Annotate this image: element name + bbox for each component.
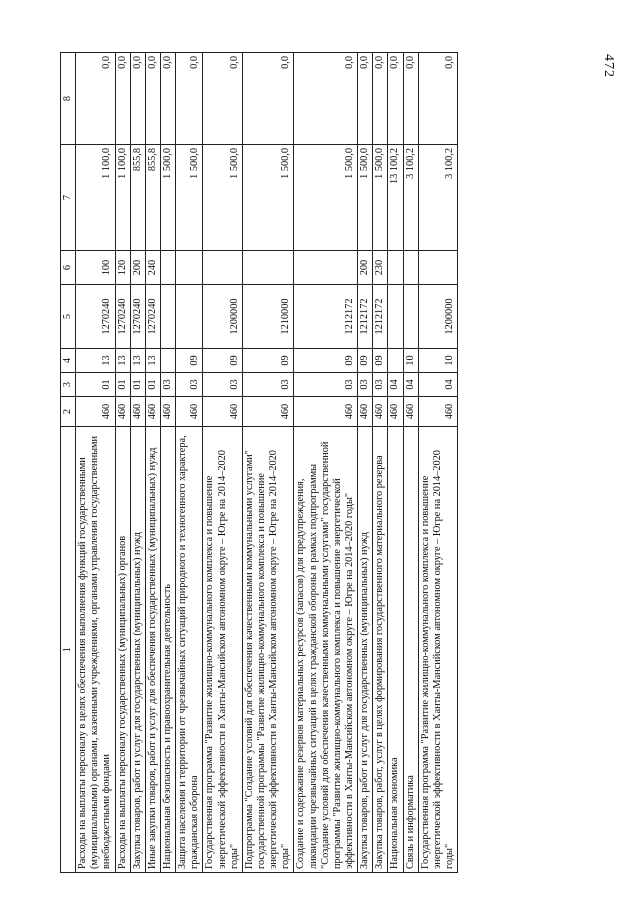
row-amount-2: 0,0 [373, 53, 388, 145]
row-section-code: 01 [130, 373, 145, 397]
row-target-article [403, 285, 418, 349]
row-target-article [160, 285, 175, 349]
row-amount-2: 0,0 [418, 53, 457, 145]
row-section-code: 03 [373, 373, 388, 397]
row-amount: 13 100,2 [388, 145, 403, 251]
row-ministry-code: 460 [176, 397, 203, 427]
row-name: Национальная безопасность и правоохранительная деятельность [160, 427, 175, 873]
table-row [418, 53, 457, 873]
row-subsection-code: 13 [130, 349, 145, 373]
table-row [358, 53, 373, 873]
row-ministry-code: 460 [373, 397, 388, 427]
header-col-5: 5 [61, 285, 76, 349]
rotated-table-container [60, 53, 588, 873]
row-amount: 1 500,0 [203, 145, 242, 251]
row-subsection-code: 09 [358, 349, 373, 373]
row-subsection-code: 09 [373, 349, 388, 373]
row-target-article: 1270240 [130, 285, 145, 349]
row-subsection-code: 09 [203, 349, 242, 373]
row-amount-2: 0,0 [403, 53, 418, 145]
row-section-code: 01 [145, 373, 160, 397]
row-amount-2: 0,0 [203, 53, 242, 145]
row-expense-type [388, 251, 403, 285]
row-expense-type [242, 251, 294, 285]
row-subsection-code: 13 [145, 349, 160, 373]
row-amount: 1 500,0 [358, 145, 373, 251]
row-name: Иные закупки товаров, работ и услуг для обеспечения государственных (муниципальных) нужд [145, 427, 160, 873]
table-row [145, 53, 160, 873]
row-expense-type [203, 251, 242, 285]
row-section-code: 03 [294, 373, 358, 397]
row-subsection-code: 10 [403, 349, 418, 373]
header-col-3: 3 [61, 373, 76, 397]
row-ministry-code: 460 [403, 397, 418, 427]
row-target-article: 1270240 [145, 285, 160, 349]
row-expense-type [418, 251, 457, 285]
row-amount-2: 0,0 [294, 53, 358, 145]
row-subsection-code: 10 [418, 349, 457, 373]
table-row [176, 53, 203, 873]
row-ministry-code: 460 [242, 397, 294, 427]
row-target-article [176, 285, 203, 349]
row-amount: 1 500,0 [160, 145, 175, 251]
row-amount: 1 500,0 [294, 145, 358, 251]
row-amount: 855,8 [145, 145, 160, 251]
table-row [242, 53, 294, 873]
row-target-article: 1200000 [203, 285, 242, 349]
row-amount: 1 500,0 [373, 145, 388, 251]
table-row [294, 53, 358, 873]
row-subsection-code: 09 [294, 349, 358, 373]
row-section-code: 01 [115, 373, 130, 397]
row-target-article: 1212172 [294, 285, 358, 349]
row-section-code: 01 [76, 373, 115, 397]
row-section-code: 04 [388, 373, 403, 397]
budget-table [60, 52, 458, 873]
row-name: Государственная программа "Развитие жилищно-коммунального комплекса и повышение энергетической эффективности в Ханты-Мансийском автономном округе – Югре на 2014–2020 годы" [203, 427, 242, 873]
row-ministry-code: 460 [418, 397, 457, 427]
row-target-article: 1212172 [373, 285, 388, 349]
row-section-code: 03 [242, 373, 294, 397]
row-name: Расходы на выплаты персоналу государственных (муниципальных) органов [115, 427, 130, 873]
row-subsection-code: 09 [242, 349, 294, 373]
table-row [403, 53, 418, 873]
row-amount-2: 0,0 [176, 53, 203, 145]
row-name: Государственная программа "Развитие жилищно-коммунального комплекса и повышение энергетической эффективности в Ханты-Мансийском автономном округе – Югре на 2014–2020 годы" [418, 427, 457, 873]
row-name: Создание и содержание резервов материальных ресурсов (запасов) для предупреждения, ликвидации чрезвычайных ситуаций в целях гражданской обороны в рамках подпрограммы "Создание условий для обеспечения качественными коммунальными услугами" государственной программы "Развитие жилищно-коммунального комплекса и повышение энергетической эффективности в Ханты-Мансийском автономном округе – Югре на 2014–2020 годы" [294, 427, 358, 873]
row-target-article: 1270240 [76, 285, 115, 349]
row-name: Закупка товаров, работ и услуг для государственных (муниципальных) нужд [130, 427, 145, 873]
row-target-article [388, 285, 403, 349]
row-subsection-code [388, 349, 403, 373]
row-subsection-code: 09 [176, 349, 203, 373]
row-expense-type: 230 [373, 251, 388, 285]
row-name: Расходы на выплаты персоналу в целях обеспечения выполнения функций государственными (муниципальными) органами, казенными учреждениями, органами управления государственными внебюджетными фондами [76, 427, 115, 873]
row-amount-2: 0,0 [358, 53, 373, 145]
row-section-code: 04 [403, 373, 418, 397]
row-amount-2: 0,0 [160, 53, 175, 145]
row-ministry-code: 460 [388, 397, 403, 427]
row-ministry-code: 460 [76, 397, 115, 427]
row-amount: 855,8 [130, 145, 145, 251]
row-amount: 3 100,2 [418, 145, 457, 251]
table-row [76, 53, 115, 873]
table-row [203, 53, 242, 873]
row-name: Защита населения и территории от чрезвычайных ситуаций природного и техногенного характера, гражданская оборона [176, 427, 203, 873]
row-amount-2: 0,0 [130, 53, 145, 145]
row-amount: 1 500,0 [176, 145, 203, 251]
row-section-code: 03 [203, 373, 242, 397]
row-expense-type: 120 [115, 251, 130, 285]
row-amount: 1 500,0 [242, 145, 294, 251]
row-name: Закупка товаров, работ, услуг в целях формирования государственного материального резерва [373, 427, 388, 873]
row-ministry-code: 460 [358, 397, 373, 427]
row-subsection-code: 13 [115, 349, 130, 373]
row-expense-type [403, 251, 418, 285]
header-col-6: 6 [61, 251, 76, 285]
header-col-7: 7 [61, 145, 76, 251]
row-ministry-code: 460 [130, 397, 145, 427]
row-expense-type: 200 [130, 251, 145, 285]
row-amount: 3 100,2 [403, 145, 418, 251]
table-row [130, 53, 145, 873]
page-number: 472 [601, 54, 616, 78]
row-amount: 1 100,0 [115, 145, 130, 251]
row-section-code: 03 [176, 373, 203, 397]
row-ministry-code: 460 [160, 397, 175, 427]
row-section-code: 03 [358, 373, 373, 397]
row-subsection-code [160, 349, 175, 373]
row-ministry-code: 460 [115, 397, 130, 427]
row-name: Связь и информатика [403, 427, 418, 873]
row-section-code: 04 [418, 373, 457, 397]
row-expense-type [294, 251, 358, 285]
row-expense-type: 240 [145, 251, 160, 285]
table-row [373, 53, 388, 873]
header-col-8: 8 [61, 53, 76, 145]
table-row [115, 53, 130, 873]
row-amount-2: 0,0 [388, 53, 403, 145]
table-row [388, 53, 403, 873]
row-amount-2: 0,0 [145, 53, 160, 145]
table-row [160, 53, 175, 873]
header-col-4: 4 [61, 349, 76, 373]
row-amount-2: 0,0 [115, 53, 130, 145]
row-expense-type: 100 [76, 251, 115, 285]
header-col-1: 1 [61, 427, 76, 873]
row-subsection-code: 13 [76, 349, 115, 373]
row-expense-type: 200 [358, 251, 373, 285]
row-section-code: 03 [160, 373, 175, 397]
row-target-article: 1212172 [358, 285, 373, 349]
row-name: Закупка товаров, работ и услуг для государственных (муниципальных) нужд [358, 427, 373, 873]
row-name: Подпрограмма "Создание условий для обеспечения качественными коммунальными услугами" государственной программы "Развитие жилищно-коммунального комплекса и повышение энергетической эффективности в Ханты-Мансийском автономном округе – Югре на 2014–2020 годы" [242, 427, 294, 873]
row-expense-type [160, 251, 175, 285]
row-expense-type [176, 251, 203, 285]
row-amount-2: 0,0 [76, 53, 115, 145]
row-target-article: 1210000 [242, 285, 294, 349]
row-ministry-code: 460 [145, 397, 160, 427]
row-amount: 1 100,0 [76, 145, 115, 251]
row-ministry-code: 460 [294, 397, 358, 427]
row-target-article: 1200000 [418, 285, 457, 349]
table-header-row [61, 53, 76, 873]
row-amount-2: 0,0 [242, 53, 294, 145]
header-col-2: 2 [61, 397, 76, 427]
row-target-article: 1270240 [115, 285, 130, 349]
row-name: Национальная экономика [388, 427, 403, 873]
row-ministry-code: 460 [203, 397, 242, 427]
